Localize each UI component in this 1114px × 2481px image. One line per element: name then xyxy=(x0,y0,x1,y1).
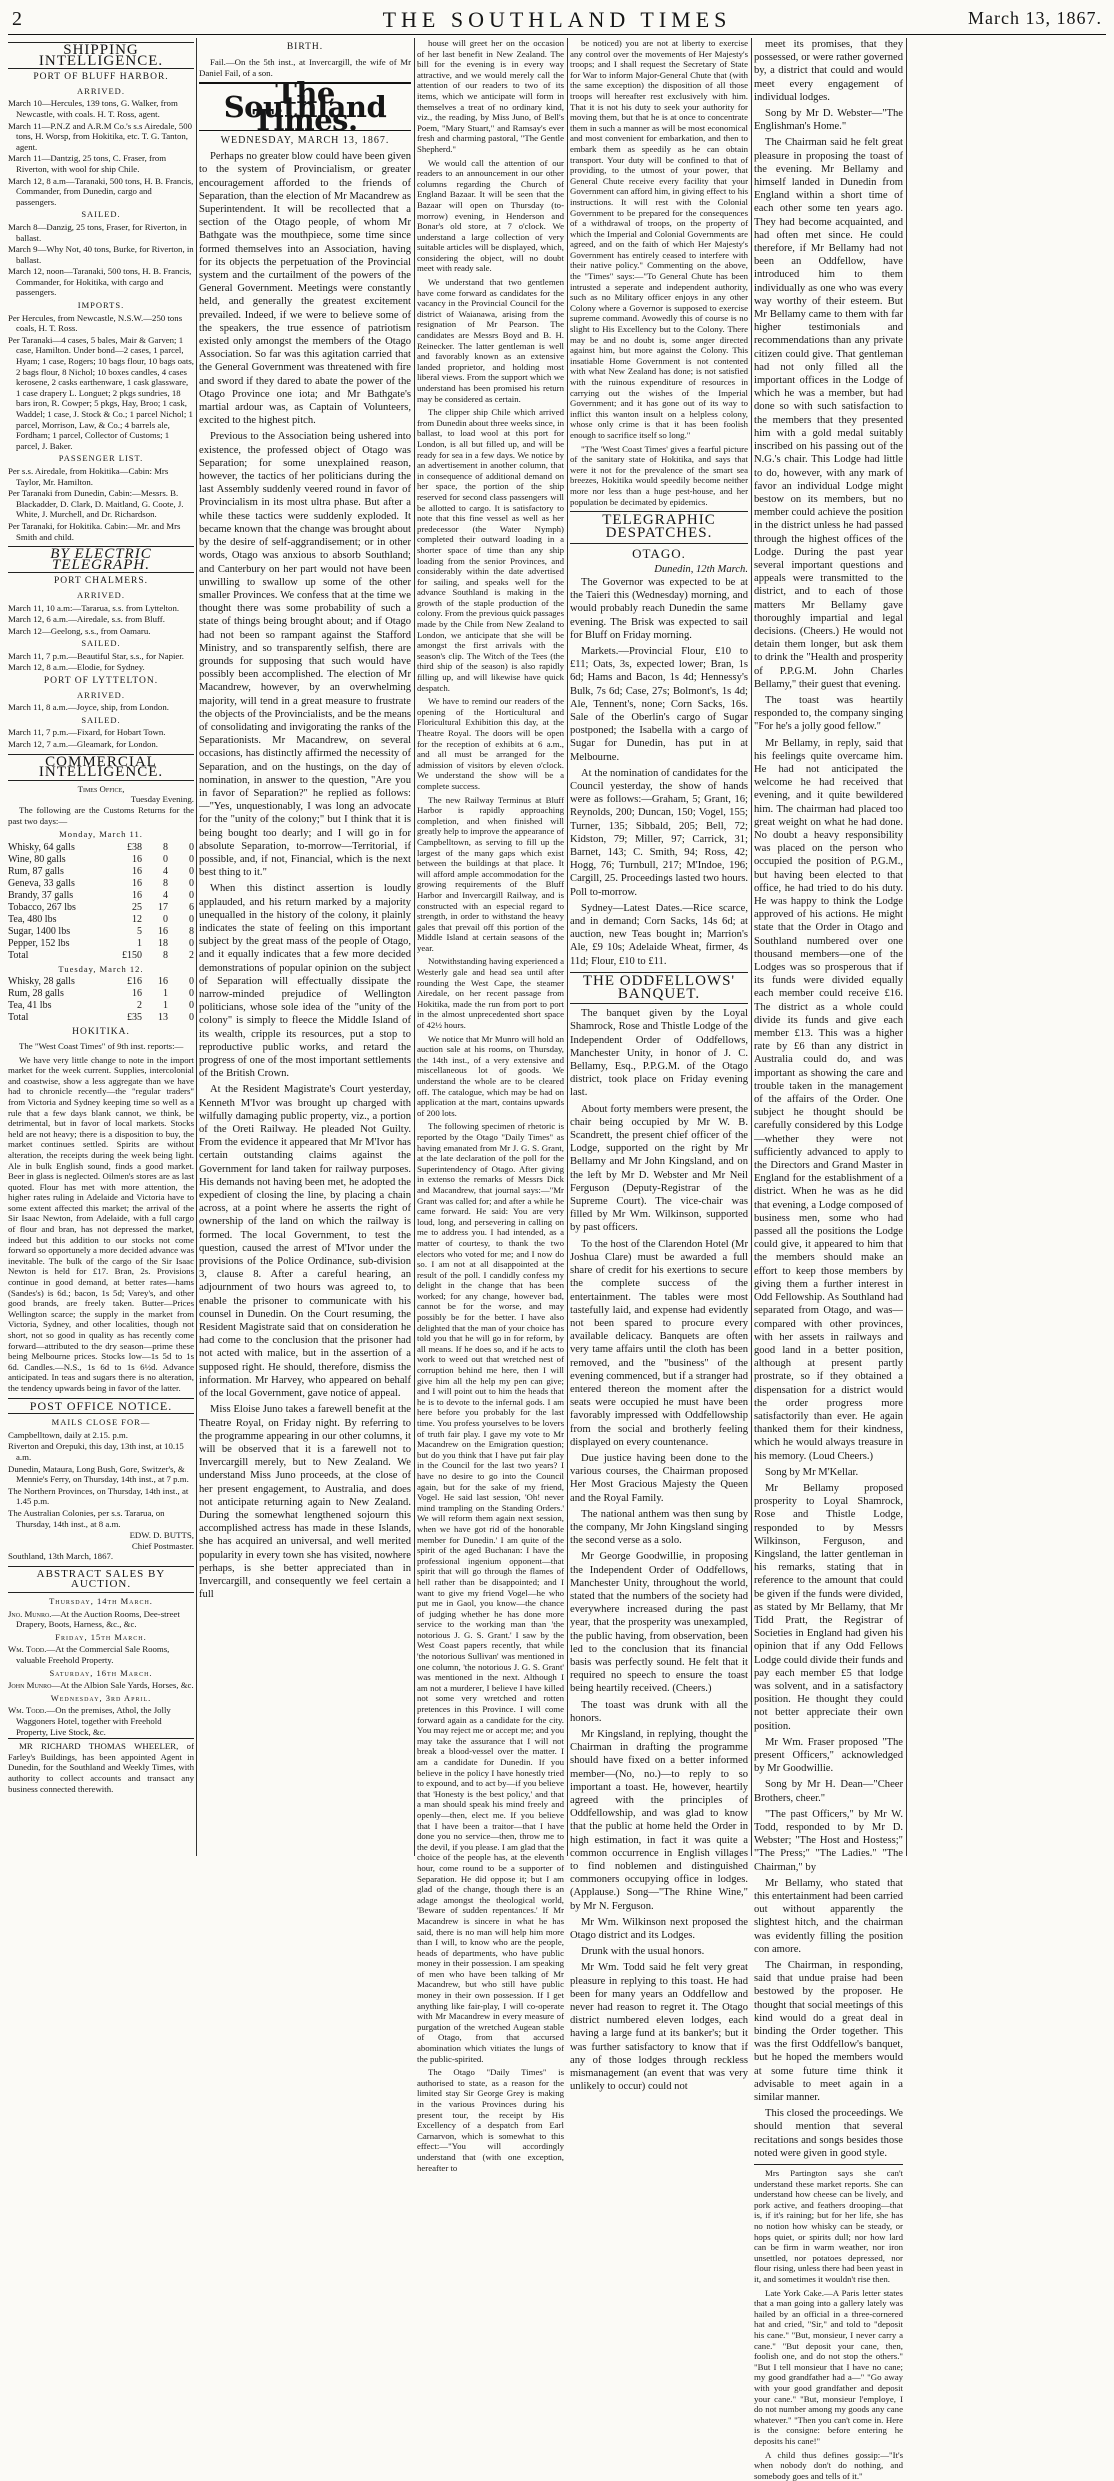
amount-cell: 0 xyxy=(163,913,168,925)
column-shipping-commercial xyxy=(8,38,194,1856)
item-cell: Pepper, 152 lbs xyxy=(8,937,70,949)
paragraph: "The 'West Coast Times' gives a fearful picture of the sanitary state of Hokitika, and says that were it not for the prevalence of the smart sea breezes, Hokitika would speedily become neither more nor less than a huge pest-house, and her population be decimated by epidemics. xyxy=(570,443,748,507)
lyttelton-heading: PORT OF LYTTELTON. xyxy=(43,676,159,687)
amount-cell: £16 xyxy=(127,976,142,988)
paragraph: Previous to the Association being ushered into existence, the professed object of Otago was Separation; for some unexplained reason, however, the tactics of her politicians during the last Assembly suddenly veered round in favor of Provincialism in its most ultra phase. But after a while these tactics were suddenly exploded. It became known that the change was brought about by the desire of self-aggrandisement; or in other words, Otago was anxious to absorb Southland; and Canterbury on her part would not have been unwilling to swallow up some of the other smaller Provinces. We confess that at the time we thought there was some probability of such a state of things being brought about; and if Otago had not been so rampant against the Stafford Ministry, and so transparently selfish, there are grounds for supposing that such would have possibly been accomplished. The election of Mr Macandrew, however, by an overwhelming majority, will tend in a great measure to frustrate the objects of the Provincialists, and be the means of consolidating and invigorating the ranks of the Separationists. Mr Macandrew, on several occasions, has distinctly affirmed the necessity of Separation, and on the hustings, on the day of nomination, in answer to the question, "Are you in favor of Separation?" he replied as follows:—"Yes, unquestionably, I was long an advocate for the "unity of the colony;" but I think that it is being bought too dearly; and I will go in for absolute Separation, to-morrow—Territorial, if possible, and, if not, Financial, which is the next best thing to it." xyxy=(199,431,411,879)
paragraph: Mr Wm. Fraser proposed "The present Officers," acknowledged by Mr Goodwillie. xyxy=(754,1736,903,1775)
item-cell: Rum, 87 galls xyxy=(8,865,64,877)
amount-cell: 8 xyxy=(189,925,194,937)
amount-cell: 25 xyxy=(132,901,142,913)
otago-heading: OTAGO. xyxy=(632,545,686,561)
notice-date: Southland, 13th March, 1867. xyxy=(8,1551,114,1562)
list-item: March 11—P.N.Z and A.R.M Co.'s s.s Airedale, 500 tons, H. Worsp, from Hokitika, etc. T. G. Tanton, agent. xyxy=(8,120,193,152)
paragraph: Notwithstanding having experienced a Westerly gale and head sea until after rounding the West Cape, the steamer Airedale, on her recent passage from Hokitika, made the run from port to port in the almost unprecedented short space of 42½ hours. xyxy=(417,956,564,1031)
amount-cell: 17 xyxy=(158,901,168,913)
column-banquet-continued xyxy=(754,38,903,2481)
amount-cell: 0 xyxy=(189,853,194,865)
list-item: Per Taranaki, for Hokitika. Cabin:—Mr. and Mrs Smith and child. xyxy=(8,520,181,542)
paragraph: The Chairman said he felt great pleasure in proposing the toast of the evening. Mr Bellamy and himself landed in Dunedin from England within a short time of each other some ten years ago. They had become acquainted, and had often met since. He could therefore, if Mr Bellamy had not been an Oddfellow, have introduced him to them individually as one who was every way worthy of their esteem. But Mr Bellamy came to them with far higher testimonials and recommendations than any private citizen could give. That gentleman had not only filled all the important offices in the Lodge of which he was a member, but had done so with such satisfaction to the members that they presented him with a gold medal suitably inscribed on his passing out of the N.G.'s chair. This Lodge had little to do, however, with any mark of favor an individual Lodge might bestow on its members, but no member could achieve the position in the district unless he had passed through the highest offices of the Lodge. During the past year several important questions and appeals were transmitted to the district, and to each of those matters Mr Bellamy gave thoroughly impartial and legal decisions. (Cheers.) He would not detain them longer, but ask them to drink the "Health and prosperity of P.P.G.M. John Charles Bellamy," their guest that evening. xyxy=(754,137,903,690)
paragraph: Miss Eloise Juno takes a farewell benefit at the Theatre Royal, on Friday night. By referring to the programme appearing in our other columns, it will be observed that it is a farewell not to Invercargill merely, but to New Zealand. We understand Miss Juno proceeds, at the close of her present engagement, to Australia, and does not anticipate returning again to New Zealand. During the somewhat lengthened sojourn this accomplished actress has made in these Islands, she has acquired an universal, and well merited popularity in every town she has visited, nowhere perhaps, is she better appreciated than in Invercargill, and consequently we feel certain a full xyxy=(199,1404,411,1601)
column-editorial xyxy=(199,38,411,1856)
shipping-heading: SHIPPING INTELLIGENCE. xyxy=(8,42,194,69)
lyttelton-sailed-list xyxy=(8,727,194,749)
table-row xyxy=(8,1000,194,1012)
mails-list xyxy=(8,1430,194,1529)
auction-label: Thursday, 14th March. xyxy=(49,1596,153,1607)
auction-item xyxy=(8,1680,194,1691)
paragraph: The clipper ship Chile which arrived from Dunedin about three weeks since, in ballast, to load wool at this port for London, is all but filled up, and will be ready for sea in a few days. We notice by an advertisement in another column, that in consequence of additional demand on her space, the portion of the ship reserved for second class passengers will be allotted to cargo. It is satisfactory to note that this fine vessel as well as her predecessor (the Water Nymph) completed their outward loading in a shorter space of time than any ship loading from the senior Provinces, and considerably within the date advertised for sailing, and speaks well for the advance Southland is making in the growth of the staple production of the colony. From the previous quick passages made by the Chile from New Zealand to London, we anticipate that she will be amongst the first arrivals with the season's clip. The Witch of the Tees (the third ship of the season) is also rapidly filling up, and will likewise have quick despatch. xyxy=(417,407,564,693)
amount-cell: 1 xyxy=(163,1000,168,1012)
running-masthead: THE SOUTHLAND TIMES xyxy=(382,7,732,32)
item-cell: Wine, 80 galls xyxy=(8,853,66,865)
item-cell: Whisky, 28 galls xyxy=(8,976,75,988)
editorial-dateline: WEDNESDAY, MARCH 13, 1867. xyxy=(220,135,390,146)
amount-cell: 0 xyxy=(189,865,194,877)
item-cell: Rum, 28 galls xyxy=(8,988,64,1000)
table-row xyxy=(8,976,194,988)
auction-heading: ABSTRACT SALES BY AUCTION. xyxy=(8,1566,194,1593)
item-cell: Brandy, 37 galls xyxy=(8,889,74,901)
list-item: Per s.s. Airedale, from Hokitika—Cabin: Mrs Taylor, Mr. Hamilton. xyxy=(8,465,169,487)
list-item: Riverton and Orepuki, this day, 13th inst, at 10.15 a.m. xyxy=(8,1441,184,1462)
column-telegraphic xyxy=(570,38,748,2093)
amount-cell: 1 xyxy=(137,937,142,949)
list-item: March 11—Dantzig, 25 tons, C. Fraser, from Riverton, with wool for ship Chile. xyxy=(8,153,167,174)
auction-label: Saturday, 16th March. xyxy=(49,1667,153,1678)
paragraph: This closed the proceedings. We should mention that several recitations and songs besides those noted were given in good style. xyxy=(754,2108,903,2159)
list-item: March 12, 8 a.m.—Elodie, for Sydney. xyxy=(8,662,145,673)
arrived-list xyxy=(8,98,194,207)
paragraph: Due justice having been done to the various courses, the Chairman proposed Her Most Gracious Majesty the Queen and the Royal Family. xyxy=(570,1452,748,1504)
amount-cell: 8 xyxy=(163,949,168,961)
paragraph: We notice that Mr Munro will hold an auction sale at his rooms, on Thursday, the 14th inst., of a very extensive and miscellaneous lot of goods. We understand the whole are to be cleared off. The catalogue, which may be had on application at the mart, contains upwards of 200 lots. xyxy=(417,1033,564,1118)
list-item: March 12—Geelong, s.s., from Oamaru. xyxy=(8,625,151,636)
paragraph: Song by Mr H. Dean—"Cheer Brothers, cheer." xyxy=(754,1779,903,1804)
list-item: The Australian Colonies, per s.s. Tararua, on Thursday, 14th inst., at 8 a.m. xyxy=(8,1507,165,1529)
chalmers-sailed-list xyxy=(8,651,194,673)
item-cell: Geneva, 33 galls xyxy=(8,877,75,889)
amount-cell: 18 xyxy=(158,937,168,949)
paragraph: At the Resident Magistrate's Court yesterday, Kenneth M'Ivor was brought up charged with wilfully damaging public property, viz., a portion of the Oreti Railway. He pleaded Not Guilty. From the evidence it appeared that Mr M'Ivor has certain outstanding claims against the Government for land taken for railway purposes. His demands not having been met, he adopted the expedient of closing the line, by placing a chain across, at a point where he asserts the right of ownership of the land on which the railway is formed. The local Government, to test the question, caused the arrest of M'Ivor under the provisions of the Police Ordinance, sub-division 3, clause 8. After a careful hearing, an adjournment of two hours was agreed to, to enable the prisoner to communicate with his counsel in Dunedin. On the Court resuming, the Resident Magistrate said that on consideration he had come to the conclusion that the prisoner had not acted with malice, but in the assertion of a supposed right. He should, therefore, dismiss the information. Mr Harvey, who appeared on behalf of the local Government, gave notice of appeal. xyxy=(199,1084,411,1400)
list-item: Per Hercules, from Newcastle, N.S.W.—250 tons coals, H. T. Ross. xyxy=(8,312,183,334)
telegraph-heading: BY ELECTRIC TELEGRAPH. xyxy=(8,546,194,573)
paragraph: About forty members were present, the chair being occupied by Mr W. B. Scandrett, the present chief officer of the Lodge, supported on the right by Mr Bellamy and Mr John Kingsland, and on the left by Mr D. Webster and Mr Neil Ferguson (Deputy-Registrar of the Supreme Court). The vice-chair was filled by Mr Wm. Wilkinson, supported by past officers. xyxy=(570,1103,748,1234)
table-row xyxy=(8,866,194,878)
lyttelton-arrived-list xyxy=(8,702,194,713)
paragraph: Song by Mr M'Kellar. xyxy=(765,1466,859,1478)
paragraph: When this distinct assertion is loudly applauded, and his return marked by a majority unequalled in the history of the colony, it plainly indicates the state of feeling on this important subject by the great mass of the people of Otago, and it equally indicates that a few more decided demonstrations of popular opinion on the subject of Separation will effectually dissipate the narrow-minded prejudice of Wellington politicians, whose sole idea of the "unity of the colony" is simply to fleece the Middle Island of its wealth, cripple its resources, put a stop to reproductive public works, and retard the progress of one of the most important settlements of the British Crown. xyxy=(199,883,411,1080)
table-row xyxy=(8,950,194,962)
list-item: March 9—Why Not, 40 tons, Burke, for Riverton, in ballast. xyxy=(8,244,194,265)
auction-item xyxy=(8,1644,194,1665)
paragraph: The following specimen of rhetoric is reported by the Otago "Daily Times" as having emanated from Mr J. G. S. Grant, at the late declaration of the poll for the Superintendency of Otago. After giving in extenso the remarks of Messrs Dick and Macandrew, that journal says:—"Mr Grant was called for; and after a while he came forward. He said: You are very loud, long, and persevering in calling on me to address you. I had intended, as a matter of courtesy, to thank the two electors who voted for me; and I now do so. I am not at all disappointed at the result of the poll. I candidly confess my delight in the change that has been worked; for any change, however bad, cannot be for the worse, and may possibly be for the better. I have also delighted that the man of your choice has told you that he will go in for reform, by all means. If he does so, and if he acts to work to weed out that wretched nest of corruption behind me here, then I will give him all the help my pen can give; and I will point out to him the heads that he is to devote to the infernal gods. I am here before you probably for the last time. You profess yourselves to be lovers of truth fair play. I gave my vote to Mr Macandrew on the Emigration question; but do you think that I have put fair play in the Council for the last two years? I have no desire to go into the Council again, but for the sake of my friend, Vogel. He said last session, 'Oh! never mind trampling on the Standing Orders.' We will reform them again next session, when we have got rid of the honorable member for Dunedin.' I am quite of the spirit of the aged Buchanan: I have the professional ingenium opponent—that spirit that will go through the flames of hell rather than be disappointed; and I want to give my friend Vogel—he who put me in Gaol, you know—the chance of judging whether he has done more service to the working man than 'the notorious J. G. S. Grant.' I saw by the West Coast papers recently, that while 'the notorious Sullivan' was mentioned in one column, 'the notorious J. G. S. Grant' was mentioned in the next. Although I am not a murderer, I believe I have killed not some very wretched and rotten pretences in this Province. I will come forward again as a candidate for the city. You may reject me or accept me; and you may take the assurance that I will not break a blood-vessel over the matter. I am a candidate for Dunedin. If you believe in the policy I have honestly tried to expound, and to act by—if you believe that 'Honesty is the best policy,' and that a man should speak his mind freely and openly—then, elect me. If you believe that I have been a traitor—that I have done you no service—then, throw me to the devil, if you please. I am glad that the choice of the people has, at the eleventh hour, come round to be a supporter of Separation. He did oppose it; but I am glad of the change, though there is an adage amongst the theological world, 'Beware of sudden repentances.' If Mr Macandrew is sincere in what he has said, there is no man will help him more than I will, to know who are the people, heads of departments, who have public money in their possession. I am speaking of men who have been talking of Mr Macandrew, but who still have public money in their own possession. If I get anything like fair-play, I will co-operate with Mr Macandrew in every measure of purgation of the wretched Augean stable of Otago, from that accursed abomination which vitiates the lungs of the public-spirited. xyxy=(417,1121,564,2064)
table-row xyxy=(8,842,194,854)
port-chalmers-heading: PORT CHALMERS. xyxy=(53,576,149,587)
auction-item xyxy=(8,1705,194,1737)
amount-cell: 0 xyxy=(189,988,194,1000)
column-six xyxy=(909,38,1106,1856)
paragraph: be noticed) you are not at liberty to exercise any control over the movements of Her Majesty's troops; and I shall request the Secretary of State for War to inform Major-General Chute that (with the same exception) the disposition of all those troops will hereafter rest exclusively with him. That it is not his duty to seek your authority for moving them, but that he is at once to concentrate them in such a manner as will be most economical and most convenient for embarkation, and then to embark them as speedily as he can obtain transport. Your duty will be confined to that of providing, to the utmost of your power, that General Chute receive every facility that your Government can afford him, in giving effect to his instructions. It will rest with the Colonial Government to be prepared for the consequences of a withdrawal of troops, on the property of which the Imperial and Colonial Governments are agreed, and on the faith of which Her Majesty's Government has entirely ceased to interfere with their native policy." Commenting on the above, the "Times" says:—"To General Chute has been intrusted a seperate and independent authority, such as no Military officer enjoys in any other Colony where a Governor is supposed to exercise supreme command. Avowedly this of course is no slight to His Excellency but to the Colony. There may be and no doubt is, some anger directed against him, but more against the Colony. This insatiable Home Government is not contented with what New Zealand has done; is not satisfied with the ruinous expenditure of resources in carrying out the wishes of the Imperial Government; and it has gone out of its way to inflict this wanton insult on a helpless colony, whose only crime is that it has been foolish enough to sacrifice itself so long." xyxy=(570,38,748,440)
otago-paragraphs xyxy=(570,576,748,968)
local-news-paragraphs xyxy=(417,38,564,2173)
paragraph: The Chairman, in responding, said that undue praise had been bestowed by the proposer. He thought that social meetings of this kind would do a great deal in binding the Order together. This was the first Oddfellow's banquet, but he hoped the members would at some future time think it advisable to meet again in a similar manner. xyxy=(754,1960,903,2104)
table-row xyxy=(8,902,194,914)
table-row xyxy=(8,926,194,938)
auction-list xyxy=(8,1596,194,1737)
page-number: 2 xyxy=(12,8,22,30)
passenger-list xyxy=(8,466,194,542)
oddfellows-paragraphs xyxy=(570,1007,748,2093)
paragraph: Mrs Partington says she can't understand these market reports. She can understand how cheese can be lively, and pork active, and feathers drooping—that is, if it's raining; but for her life, she has no notion how whisky can be steady, or hops quiet, or spirits dull; nor how lard can be firm in warm weather, nor iron unsettled, nor potatoes depressed, nor flour rising, unless there had been yeast in it, and sometimes it wouldn't rise then. xyxy=(754,2168,903,2285)
birth-notice: Fail.—On the 5th inst., at Invercargill, the wife of Mr Daniel Fail, of a son. xyxy=(199,57,411,78)
paragraph: Song by Mr D. Webster—"The Englishman's Home." xyxy=(754,108,903,133)
auction-label: John Munro xyxy=(8,1680,52,1691)
paragraph: meet its promises, that they possessed, or were rather governed by, a district that could and would meet every engagement of individual lodges. xyxy=(754,39,903,103)
auction-item xyxy=(8,1609,194,1630)
page-header xyxy=(8,4,1106,35)
paragraph: house will greet her on the occasion of her last benefit in New Zealand. The bill for the evening is in every way attractive, and we would merely call the attention of our readers to two of its items, which we anticipate will form in themselves a treat of no ordinary kind, viz., the reading, by Miss Juno, of Bell's Poem, "Mary Stuart," and Ramsay's ever fresh and charming pastoral, "The Gentle Shepherd." xyxy=(417,38,564,154)
item-cell: Sugar, 1400 lbs xyxy=(8,925,71,937)
customs-intro: The following are the Customs Returns for the past two days:— xyxy=(8,805,194,826)
paragraph: To the host of the Clarendon Hotel (Mr Joshua Clare) must be awarded a full share of credit for his exertions to secure the complete success of the entertainment. The tables were most tastefully laid, and expense had evidently not been spared to procure every available delicacy. Banquets are often very tame affairs until the cloth has been removed, and the "business" of the evening commenced, but if a stranger had entered thereon the moment after the seats were occupied he must have been favorably impressed with Oddfellowship from the social and brotherly feeling displayed on every countenance. xyxy=(570,1238,748,1448)
tuesday-evening: Tuesday Evening. xyxy=(130,794,194,805)
auction-item xyxy=(8,1596,194,1607)
auction-label: Wm. Todd. xyxy=(8,1705,47,1716)
list-item: March 12, 7 a.m.—Gleamark, for London. xyxy=(8,739,158,750)
chalmers-arrived-label: ARRIVED. xyxy=(77,589,125,600)
paragraph: Markets.—Provincial Flour, £10 to £11; Oats, 3s, expected lower; Bran, 1s 6d; Hams and Bacon, 1s 4d; Hennessy's Bulk, 7s 6d; Case, 27s; Bolmont's, 1s 4d; Ale, Tennent's, none; Corn Sacks, 16s. Sale of the Oberlin's cargo of Sugar postponed; the Isabella with a cargo of Sugar for Dunedin, has put in at Melbourne. xyxy=(570,645,748,763)
paragraph: The toast was heartily responded to, the company singing "For he's a jolly good fellow." xyxy=(754,694,903,733)
amount-cell: 16 xyxy=(132,877,142,889)
telegraphic-heading: TELEGRAPHIC DESPATCHES. xyxy=(570,511,748,543)
postmaster-title: Chief Postmaster. xyxy=(131,1540,194,1551)
wheeler-notice: MR RICHARD THOMAS WHEELER, of Farley's Buildings, has been appointed Agent in Dunedin, for the Southland and Weekly Times, with authority to collect accounts and transact any business connected therewith. xyxy=(8,1738,194,1794)
column-rule xyxy=(196,38,197,1856)
chalmers-arrived-list xyxy=(8,603,194,637)
list-item: March 11, 7 p.m.—Fixard, for Hobart Town. xyxy=(8,727,166,738)
table-row xyxy=(8,854,194,866)
otago-dateline: Dunedin, 12th March. xyxy=(654,563,748,575)
amount-cell: 0 xyxy=(189,976,194,988)
paragraph: The Governor was expected to be at the Taieri this (Wednesday) morning, and would probably reach Dunedin the same evening. The Brisk was expected to sail for Bluff on Friday morning. xyxy=(570,576,748,641)
column-rule xyxy=(751,38,752,1856)
paragraph: We have to remind our readers of the opening of the Horticultural and Floricultural Exhibition this day, at the Theatre Royal. The doors will be open for the reception of exhibits at 6 a.m., and all must be arranged for the admission of visitors by eleven o'clock. We understand the show will be a complete success. xyxy=(417,696,564,791)
lyttelton-sailed-label: SAILED. xyxy=(81,714,121,725)
list-item: March 11, 10 a.m:—Tararua, s.s. from Lyttelton. xyxy=(8,602,180,613)
commercial-heading: COMMERCIAL INTELLIGENCE. xyxy=(8,754,194,781)
auction-label: Friday, 15th March. xyxy=(55,1631,147,1642)
amount-cell: £35 xyxy=(127,1012,142,1024)
amount-cell: 4 xyxy=(163,865,168,877)
auction-label: Wm. Todd. xyxy=(8,1644,47,1655)
paragraph: At the nomination of candidates for the Council yesterday, the show of hands were as follows:—Graham, 5; Grant, 16; Reynolds, 200; Duncan, 150; Vogel, 155; Turner, 135; Sibbald, 205; Bell, 72; Kidston, 79; Miller, 97; Carrick, 31; Barnet, 143; C. Smith, 94; Ross, 42; Hogg, 76; Turnbull, 217; M'Indoe, 196; Cargill, 25. Proceedings lasted two hours. Poll to-morrow. xyxy=(570,767,748,898)
amount-cell: 0 xyxy=(189,1000,194,1012)
despatch-paragraphs xyxy=(570,38,748,507)
paragraph: The new Railway Terminus at Bluff Harbor is rapidly approaching completion, and when finished will greatly help to improve the appearance of Campbelltown, as serving to fill up the largest of the many gaps which exist between the buildings at that place. It will afford ample accommodation for the growing requirements of the Bluff Harbor and Invercargill Railway, and is constructed with an especial regard to strength, in order to withstand the heavy gales that prevail off this portion of the Middle Island at certain seasons of the year. xyxy=(417,794,564,953)
post-office-heading: POST OFFICE NOTICE. xyxy=(8,1398,194,1415)
auction-detail: —At the Auction Rooms, Dee-street Drapery, Boots, Harness, &c., &c. xyxy=(16,1608,180,1630)
amount-cell: 0 xyxy=(189,841,194,853)
amount-cell: 16 xyxy=(132,853,142,865)
column-rule xyxy=(906,38,907,1856)
monday-label: Monday, March 11. xyxy=(59,829,143,840)
times-office: Times Office, xyxy=(77,783,125,794)
amount-cell: 16 xyxy=(132,865,142,877)
auction-label: Wednesday, 3rd April. xyxy=(50,1692,152,1703)
postmaster-name: EDW. D. BUTTS, xyxy=(129,1530,194,1541)
list-item: Dunedin, Mataura, Long Bush, Gore, Switzer's, & Mennie's Ferry, on Thursday, 14th inst., at 7 p.m. xyxy=(8,1463,189,1485)
auction-detail: —On the premises, Athol, the Jolly Waggoners Hotel, together with Freehold Property, Live Stock, &c. xyxy=(16,1705,171,1737)
list-item: Per Taranaki—4 cases, 5 bales, Mair & Garven; 1 case, Hamilton. Under bond—2 cases, 1 parcel, Hyam; 1 case, Rogers; 10 bags flour, 10 bags oats, 2 bags flour, 8 Nichol; 10 boxes candles, 4 cases kerosene, 2 casks earthenware, 1 cask glassware, 1 case drapery L. Longuet; 2 pkgs sundries, 18 bars iron, R. Cowper; 5 pkgs, Hay, Broo; 1 cask, Waddel; 1 case, J. Stock & Co.; 1 parcel Nichol; 1 parcel, Morrison, Law, & Co.; 4 barrels ale, Fordham; 1 parcel, Collector of Customs; 1 parcel, J. Baker. xyxy=(8,334,194,451)
paragraph: Mr Bellamy, who stated that this entertainment had been carried out without apparently the slightest hitch, and the chairman was evidently filling the position con amore. xyxy=(754,1877,903,1955)
amount-cell: 16 xyxy=(132,889,142,901)
paragraph: We would call the attention of our readers to an announcement in our other columns regarding the Church of England Bazaar. It will be seen that the Bazaar will open on Thursday (to-morrow) evening, in Henderson and Bonar's old store, at 7 o'clock. We understand a large collection of very suitable articles will be displayed, which, considering the object, will no doubt meet with ready sale. xyxy=(417,157,564,274)
auction-detail: —At the Albion Sale Yards, Horses, &c. xyxy=(51,1680,194,1691)
list-item: Per Taranaki from Dunedin, Cabin:—Messrs. B. Blackadder, D. Clark, D. Maitland, G. Coote, J. White, J. Murchell, and Dr. Richardson. xyxy=(8,488,184,520)
imports-label: IMPORTS. xyxy=(77,300,125,311)
item-cell: Tea, 41 lbs xyxy=(8,1000,52,1012)
monday-customs-table xyxy=(8,842,194,962)
column-local-news xyxy=(417,38,564,2173)
paragraph: Drunk with the usual honors. xyxy=(581,1946,705,1958)
amount-cell: 8 xyxy=(163,841,168,853)
amount-cell: 6 xyxy=(189,901,194,913)
list-item: The Northern Provinces, on Thursday, 14th inst., at 1.45 p.m. xyxy=(8,1485,189,1507)
birth-heading: BIRTH. xyxy=(286,42,324,52)
paragraph: Mr Bellamy, in reply, said that his feelings quite overcame him. He had not anticipated the welcome he had received that evening, and it quite bewildered him. The chairman had placed too great weight on what he had done. No doubt a heavy responsibility was placed on the person who occupied the position of P.G.M., but having been elected to that office, he had tried to do his duty. He was happy to think the Lodge approved of his actions. He might state that the Order in Otago and Southland numbered over one thousand members—one of the Lodges was so prosperous that if its funds were divided equally each member could receive £16. The district as a whole could divide its funds and give each member £13. This was a higher rate by £6 than any district in Australia could do, and was important as showing the care and trouble taken in the management of the affairs of the Order. One subject he thought should be carefully considered by this Lodge—whether they were not sufficiently advanced to apply to the Directors and Grand Master in England for the establishment of a district. When he was as he did that evening, a Lodge composed of business men, some who had passed all the positions the Lodge could give, it appeared to him that the members should make an effort to keep those members by giving them a further interest in Odd Fellowship. As Southland had separated from Otago, and was—compared with other provinces, with her assets in railways and good land in a better position, although at present partly prostrate, so if they obtained a dispensation for a district would the order progress more satisfactorily than ever. He again thanked them for their kindness, which he would always treasure in his memory. (Loud Cheers.) xyxy=(754,737,903,1462)
amount-cell: 0 xyxy=(163,853,168,865)
amount-cell: 1 xyxy=(163,988,168,1000)
list-item: Campbelltown, daily at 2.15. p.m. xyxy=(8,1429,128,1440)
item-cell: Tea, 480 lbs xyxy=(8,913,57,925)
amount-cell: 5 xyxy=(137,925,142,937)
oddfellows-heading: THE ODDFELLOWS' BANQUET. xyxy=(570,972,748,1004)
paragraph: Mr Kingsland, in replying, thought the Chairman in drafting the programme should have fixed on a better informed member—(No, no.)—to reply to so important a toast. He, however, heartily agreed with the principles of Oddfellowship, and was glad to know that the public at home held the Order in high estimation, in fact it was quite a common occurrence in English villages to find noblemen and distinguished commoners occupying office in lodges. (Applause.) Song—"The Rhine Wine," by Mr N. Ferguson. xyxy=(570,1729,748,1912)
amount-cell: 0 xyxy=(189,877,194,889)
list-item: March 10—Hercules, 139 tons, G. Walker, from Newcastle, with coals. H. T. Ross, agent. xyxy=(8,98,178,119)
chalmers-sailed-label: SAILED. xyxy=(81,638,121,649)
imports-list xyxy=(8,313,194,452)
paragraph: Sydney—Latest Dates.—Rice scarce, and in demand; Corn Sacks, 14s 6d; at auction, new Teas bought in; Marrion's Ale, £9 10s; Adelaide Wheat, firmer, 4s 11d; Flour, £10 to £11. xyxy=(570,902,748,967)
mails-close-label: MAILS CLOSE FOR— xyxy=(51,1417,151,1428)
amount-cell: 12 xyxy=(132,913,142,925)
sailed-label: SAILED. xyxy=(81,209,121,220)
amount-cell: 16 xyxy=(158,925,168,937)
list-item: March 11, 7 p.m.—Beautiful Star, s.s., for Napier. xyxy=(8,650,184,661)
tuesday-customs-table xyxy=(8,976,194,1024)
amount-cell: £38 xyxy=(127,841,142,853)
list-item: March 12, noon—Taranaki, 500 tons, H. B. Francis, Commander, for Hokitika, with cargo and passengers. xyxy=(8,266,192,298)
bluff-harbor-heading: PORT OF BLUFF HARBOR. xyxy=(33,72,169,83)
amount-cell: 0 xyxy=(189,889,194,901)
paragraph: Perhaps no greater blow could have been given to the system of Provincialism, or greater encouragement afforded to the friends of Separation, than the election of Mr Macandrew as Superintendent. It will be recollected that a section of the Otago people, of whom Mr Bathgate was the mouthpiece, some time since formed themselves into an Association, having for its objects the perpetuation of the Provincial system and the curtailment of the powers of the General Government. Meetings were constantly held, and generally the greatest excitement prevailed. Indeed, if we were to believe some of the speakers, the true essence of patriotism existed only amongst the members of the Otago Association. So far was this agitation carried that the General Government was threatened with fire and sword if they dared to abate the power of the Otago Province one iota; and Mr Bathgate's martial ardour was, as Captain of Volunteers, excited to the highest pitch. xyxy=(199,151,411,427)
hokitika-intro: The "West Coast Times" of 9th inst. reports:— xyxy=(19,1040,184,1051)
paragraph: Mr George Goodwillie, in proposing the Independent Order of Oddfellows, Manchester Unity, throughout the world, stated that the numbers of the society had everywhere increased during the past year, that the prosperity was unexampled, the public having, from observation, been led to the conclusion that its financial basis was perfectly sound. He felt that it required no speech to ensure the toast being heartily received. (Cheers.) xyxy=(570,1551,748,1695)
paragraph: Mr Wm. Todd said he felt very great pleasure in replying to this toast. He had been for many years an Oddfellow and never had reason to regret it. The Otago district numbered eleven lodges, each having a large fund at its banker's; but it was further satisfactory to know that if any of those lodges through reckless mismanagement (an event that was very unlikely to occur) could not xyxy=(570,1962,748,2093)
newspaper-title: The Southland Times. xyxy=(199,82,411,131)
amount-cell: 2 xyxy=(137,1000,142,1012)
table-row xyxy=(8,878,194,890)
list-item: March 12, 6 a.m.—Airedale, s.s. from Bluff. xyxy=(8,614,165,625)
table-row xyxy=(8,890,194,902)
paragraph: We understand that two gentlemen have come forward as candidates for the vacancy in the Provincial Council for the district of Waianawa, arising from the resignation of Mr Pearson. The candidates are Messrs Boyd and B. H. Reinecker. The latter gentleman is well and favorably known as an extensive landed proprietor, and holding most liberal views. From the support which we understand has been promised his return may be considered as certain. xyxy=(417,277,564,404)
amount-cell: 8 xyxy=(163,877,168,889)
item-cell: Total xyxy=(8,949,29,961)
list-item: March 11, 8 a.m.—Joyce, ship, from London. xyxy=(8,702,169,713)
amount-cell: 0 xyxy=(189,1012,194,1024)
miscellany-paragraphs xyxy=(754,2164,903,2481)
table-row xyxy=(8,938,194,950)
item-cell: Total xyxy=(8,1012,29,1024)
paragraph: The national anthem was then sung by the company, Mr John Kingsland singing the second verse as a solo. xyxy=(570,1508,748,1547)
table-row xyxy=(8,1012,194,1024)
amount-cell: 2 xyxy=(189,949,194,961)
sailed-list xyxy=(8,222,194,298)
table-row xyxy=(8,988,194,1000)
passenger-list-label: PASSENGER LIST. xyxy=(58,453,144,464)
paragraph: The Otago "Daily Times" is authorised to state, as a reason for the limited stay Sir George Grey is making in the various Provinces during his present tour, the receipt by His Excellency of a despatch from Earl Carnarvon, which is somewhat to this effect:—"You will accordingly understand that (with one exception, hereafter to xyxy=(417,2067,564,2173)
arrived-label: ARRIVED. xyxy=(77,85,125,96)
lyttelton-arrived-label: ARRIVED. xyxy=(77,689,125,700)
auction-label: Jno. Munro. xyxy=(8,1608,52,1619)
item-cell: Tobacco, 267 lbs xyxy=(8,901,76,913)
amount-cell: 16 xyxy=(132,988,142,1000)
item-cell: Whisky, 64 galls xyxy=(8,841,75,853)
auction-detail: —At the Commercial Sale Rooms, valuable Freehold Property. xyxy=(16,1644,170,1666)
column-rule xyxy=(567,38,568,1856)
auction-item xyxy=(8,1632,194,1643)
paragraph: "The past Officers," by Mr W. Todd, responded to by Mr D. Webster; "The Host and Hostess;" "The Press;" "The Ladies." "The Chairman," by xyxy=(754,1808,903,1873)
editorial-paragraphs xyxy=(199,150,411,1601)
column-rule xyxy=(414,38,415,1856)
issue-date: March 13, 1867. xyxy=(968,8,1102,28)
amount-cell: 4 xyxy=(163,889,168,901)
tuesday-label: Tuesday, March 12. xyxy=(58,963,144,974)
paragraph: The banquet given by the Loyal Shamrock, Rose and Thistle Lodge of the Independent Order of Oddfellows, Manchester Unity, in honor of J. C. Bellamy, Esq., P.P.G.M. of the Otago district, took place on Friday evening last. xyxy=(570,1008,748,1099)
hokitika-heading: HOKITIKA. xyxy=(72,1027,130,1038)
paragraph: Late York Cake.—A Paris letter states that a man going into a gallery lately was hailed by an official in a three-cornered hat and cried, "Sir," and told to "deposit his cane." "But, monsieur, I never carry a cane." "But deposit your cane, then, foolish one, and do not stop the others." "But I tell monsieur that I have no cane; my good grandfather had a—" "Go away with your good grandfather and deposit your cane." "But, monsieur l'employe, I do not number among my goods any cane whatever." "Then you can't come in. Here is the consigne: before entering he deposits his cane!" xyxy=(754,2287,903,2446)
banquet-paragraphs xyxy=(754,38,903,2160)
list-item: March 8—Danzig, 25 tons, Fraser, for Riverton, in ballast. xyxy=(8,221,187,243)
auction-item xyxy=(8,1693,194,1704)
amount-cell: £150 xyxy=(122,949,142,961)
list-item: March 12, 8 a.m—Taranaki, 500 tons, H. B. Francis, Commander, from Dunedin, cargo and passengers. xyxy=(8,175,194,207)
paragraph: A child thus defines gossip:—"It's when nobody don't do nothing, and somebody goes and tells of it." xyxy=(754,2449,903,2481)
table-row xyxy=(8,914,194,926)
amount-cell: 13 xyxy=(158,1012,168,1024)
hokitika-report: We have very little change to note in the import market for the week current. Supplies, intercolonial and coastwise, show a less aggregate than we have had to chronicle recently—the "regular traders" from Victoria and Sydney keeping time so well as a rule that a few days blank cannot, we think, be detrimental, but in favor of local markets. Stocks held are not heavy; there is a disposition to buy, the market continues settled. Spirits are without alteration, the receipts during the week being light. Ale in bulk English sound, finds a good market. Beer in glass is neglected. Oilmen's stores are as last quoted. Flour has met with more attention, the higher rates ruling in Adelaide and Victoria have to some extent affected this market; the arrival of the Sir Isaac Newton, from Adelaide, with a full cargo of flour and bran, has not depressed the market, indeed but this addition to our stocks not come forward so opportunely a more decided advance was inevitable. The bulk of the cargo of the Sir Isaac Newton is held for £17. Bran, 2s. Provisions continue in good demand, at better rates—hams (Sandes's) is 6d.; bacon, 1s 5d; Varey's, and other good brands, are freely taken. Butter—Prices Wellington scarce; the supply in the market from Victoria, Sydney, and other localities, though not short, not so good in quality as has recently come forward—attributed to the dry season—prime these being Melbourne prices. Stocks low—1s 5d to 1s 6d. Candles.—N.S., 1s 6d to 1s 6½d. Advance anticipated. In teas and sugars there is no alteration, the tendency upwards being in favor of the latter. xyxy=(8,1054,194,1393)
paragraph: Mr Bellamy proposed prosperity to Loyal Shamrock, Rose and Thistle Lodge, responded to by Messrs Wilkinson, Ferguson, and Kingsland, the latter gentleman in his remarks, stating that in reference to the amount that could be given if the funds were divided, as stated by Mr Bellamy, that Mr Tidd Pratt, the Registrar of Societies in England had given his opinion that if any Odd Fellows Lodge could divide their funds and pay each member £5 that lodge was solvent, and in a satisfactory position. He thought they could not better appreciate their own position. xyxy=(754,1482,903,1732)
amount-cell: 16 xyxy=(158,976,168,988)
amount-cell: 0 xyxy=(189,937,194,949)
auction-item xyxy=(8,1668,194,1679)
amount-cell: 0 xyxy=(189,913,194,925)
paragraph: Mr Wm. Wilkinson next proposed the Otago district and its Lodges. xyxy=(570,1916,748,1942)
paragraph: The toast was drunk with all the honors. xyxy=(570,1699,748,1724)
